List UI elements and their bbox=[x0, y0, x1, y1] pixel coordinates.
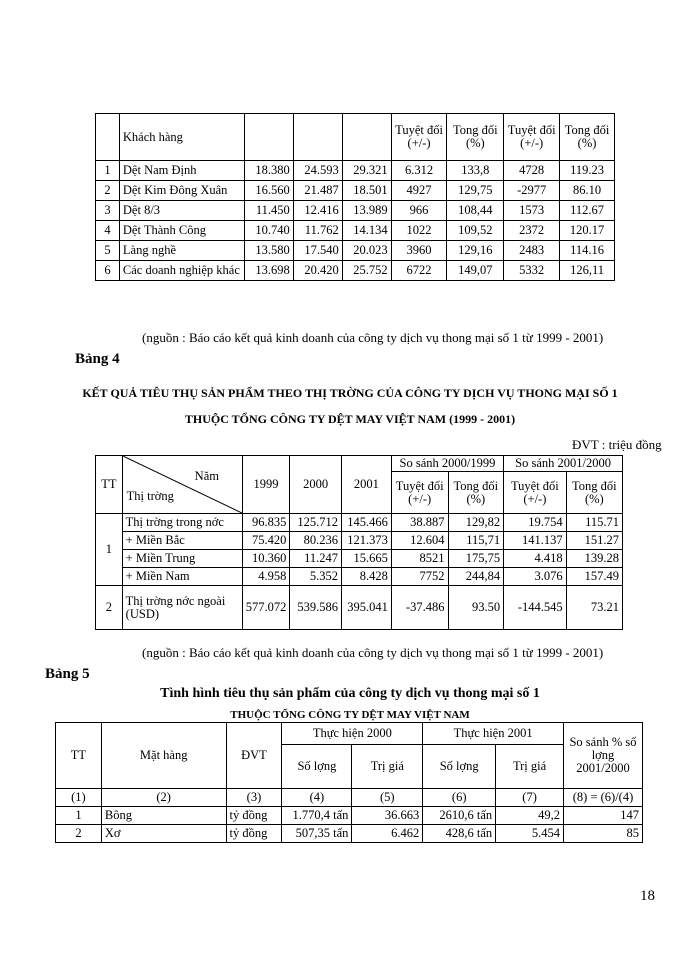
source-note-2: (nguồn : Báo cáo kết quả kinh doanh của công ty dịch vụ thong mại số 1 từ 1999 - 2001) bbox=[142, 645, 604, 660]
table-row: + Miền Bắc 75.420 80.236 121.373 12.604 115,71 141.137 151.27 bbox=[96, 532, 623, 550]
market-sales-table: TT Năm Thị trờng 1999 2000 2001 So sánh 2000/1999 So sánh 2001/2000 Tuyệt đối (+/-) Tong đối (%) Tuyệt đối (+/-) Tong đối (%) 1 Thị trờng trong nớc 96.835 125.712 145.466 38.887 129,82 19.754 115.71 + Miền Bắc 75.420 80.236 121.373 12.604 115,71 141.137 151.27 + Miền Trung 10.360 11.247 15.665 8521 175,75 4.418 139.28 + Miền Nam 4.958 5.352 8.428 7752 244,84 3.076 157.49 2 Thị trờng nớc ngoài (USD) 577.072 539.586 395.041 -37.486 93.50 -144.545 73.21 bbox=[95, 455, 623, 630]
rel-header: Tong đối (%) bbox=[447, 114, 504, 161]
table-row: 3 Dệt 8/3 11.450 12.416 13.989 966 108,44 1573 112.67 bbox=[96, 201, 615, 221]
table-4-label: Bảng 4 bbox=[75, 351, 120, 367]
table-5-label: Bảng 5 bbox=[45, 666, 90, 682]
unit-header: ĐVT bbox=[226, 723, 282, 789]
table-row: 1 Dệt Nam Định 18.380 24.593 29.321 6.312 133,8 4728 119.23 bbox=[96, 161, 615, 181]
customer-revenue-table bbox=[95, 113, 615, 281]
actual-2001-header: Thực hiện 2001 bbox=[423, 723, 564, 745]
unit-note: ĐVT : triệu đồng bbox=[572, 437, 662, 452]
table-row: 5 Làng nghề 13.580 17.540 20.023 3960 129,16 2483 114.16 bbox=[96, 241, 615, 261]
table-5-subtitle: THUỘC TỔNG CÔNG TY DỆT MAY VIỆT NAM bbox=[230, 709, 470, 721]
table-row: + Miền Trung 10.360 11.247 15.665 8521 175,75 4.418 139.28 bbox=[96, 550, 623, 568]
foreign-market-cell: Thị trờng nớc ngoài (USD) bbox=[122, 586, 242, 630]
tt-header: TT bbox=[96, 456, 123, 514]
source-note-1: (nguồn : Báo cáo kết quả kinh doanh của công ty dịch vụ thong mại số 1 từ 1999 - 2001) bbox=[142, 330, 604, 345]
actual-2000-header: Thực hiện 2000 bbox=[282, 723, 423, 745]
page-number: 18 bbox=[640, 888, 655, 904]
customer-header: Khách hàng bbox=[119, 114, 244, 161]
year-2001-header: 2001 bbox=[342, 456, 392, 514]
table-4-title: KẾT QUẢ TIÊU THỤ SẢN PHẨM THEO THỊ TRỜNG CỦA CÔNG TY DỊCH VỤ THONG MẠI SỐ 1 bbox=[82, 386, 618, 400]
year-2000-header: 2000 bbox=[290, 456, 342, 514]
table-row: 2 Dệt Kim Đông Xuân 16.560 21.487 18.501 4927 129,75 -2977 86.10 bbox=[96, 181, 615, 201]
table-row: + Miền Nam 4.958 5.352 8.428 7752 244,84 3.076 157.49 bbox=[96, 568, 623, 586]
table-5-title: Tình hình tiêu thụ sản phẩm của công ty dịch vụ thong mại số 1 bbox=[160, 686, 540, 701]
abs-header: Tuyệt đối (+/-) bbox=[391, 114, 447, 161]
rel-header: Tong đối (%) bbox=[560, 114, 615, 161]
tt-header: TT bbox=[56, 723, 102, 789]
compare-2001-2000-header: So sánh 2001/2000 bbox=[504, 456, 623, 472]
table-row: 1 Bông tỷ đồng 1.770,4 tấn 36.663 2610,6 tấn 49,2 147 bbox=[56, 807, 643, 825]
table-row: 1 Thị trờng trong nớc 96.835 125.712 145.466 38.887 129,82 19.754 115.71 bbox=[96, 514, 623, 532]
market-label: Thị trờng bbox=[126, 489, 174, 503]
year-market-header bbox=[122, 456, 242, 514]
year-1999-header: 1999 bbox=[242, 456, 290, 514]
table-4-subtitle: THUỘC TỔNG CÔNG TY DỆT MAY VIỆT NAM (1999 - 2001) bbox=[184, 412, 516, 426]
table-row: 2 Xơ tỷ đồng 507,35 tấn 6.462 428,6 tấn 5.454 85 bbox=[56, 825, 643, 843]
group-2-tt: 2 bbox=[96, 586, 123, 630]
diagonal-divider bbox=[123, 456, 243, 514]
year-label: Năm bbox=[194, 469, 219, 483]
table-row: 4 Dệt Thành Công 10.740 11.762 14.134 1022 109,52 2372 120.17 bbox=[96, 221, 615, 241]
compare-2000-1999-header: So sánh 2000/1999 bbox=[391, 456, 503, 472]
compare-percent-header: So sánh % số lợng 2001/2000 bbox=[564, 723, 643, 789]
item-header: Mặt hàng bbox=[101, 723, 226, 789]
index-row: (1) (2) (3) (4) (5) (6) (7) (8) = (6)/(4) bbox=[56, 789, 643, 807]
table-row: 6 Các doanh nghiệp khác 13.698 20.420 25.752 6722 149,07 5332 126,11 bbox=[96, 261, 615, 281]
abs-header: Tuyệt đối (+/-) bbox=[504, 114, 560, 161]
product-sales-table: TT Mặt hàng ĐVT Thực hiện 2000 Thực hiện 2001 So sánh % số lợng 2001/2000 Số lợng Trị giá Số lợng Trị giá (1) (2) (3) (4) (5) (6) (7) (8) = (6)/(4) 1 Bông tỷ đồng 1.770,4 tấn 36.663 2610,6 tấn 49,2 147 2 Xơ tỷ đồng 507,35 tấn 6.462 428,6 tấn 5.454 85 bbox=[55, 722, 643, 843]
